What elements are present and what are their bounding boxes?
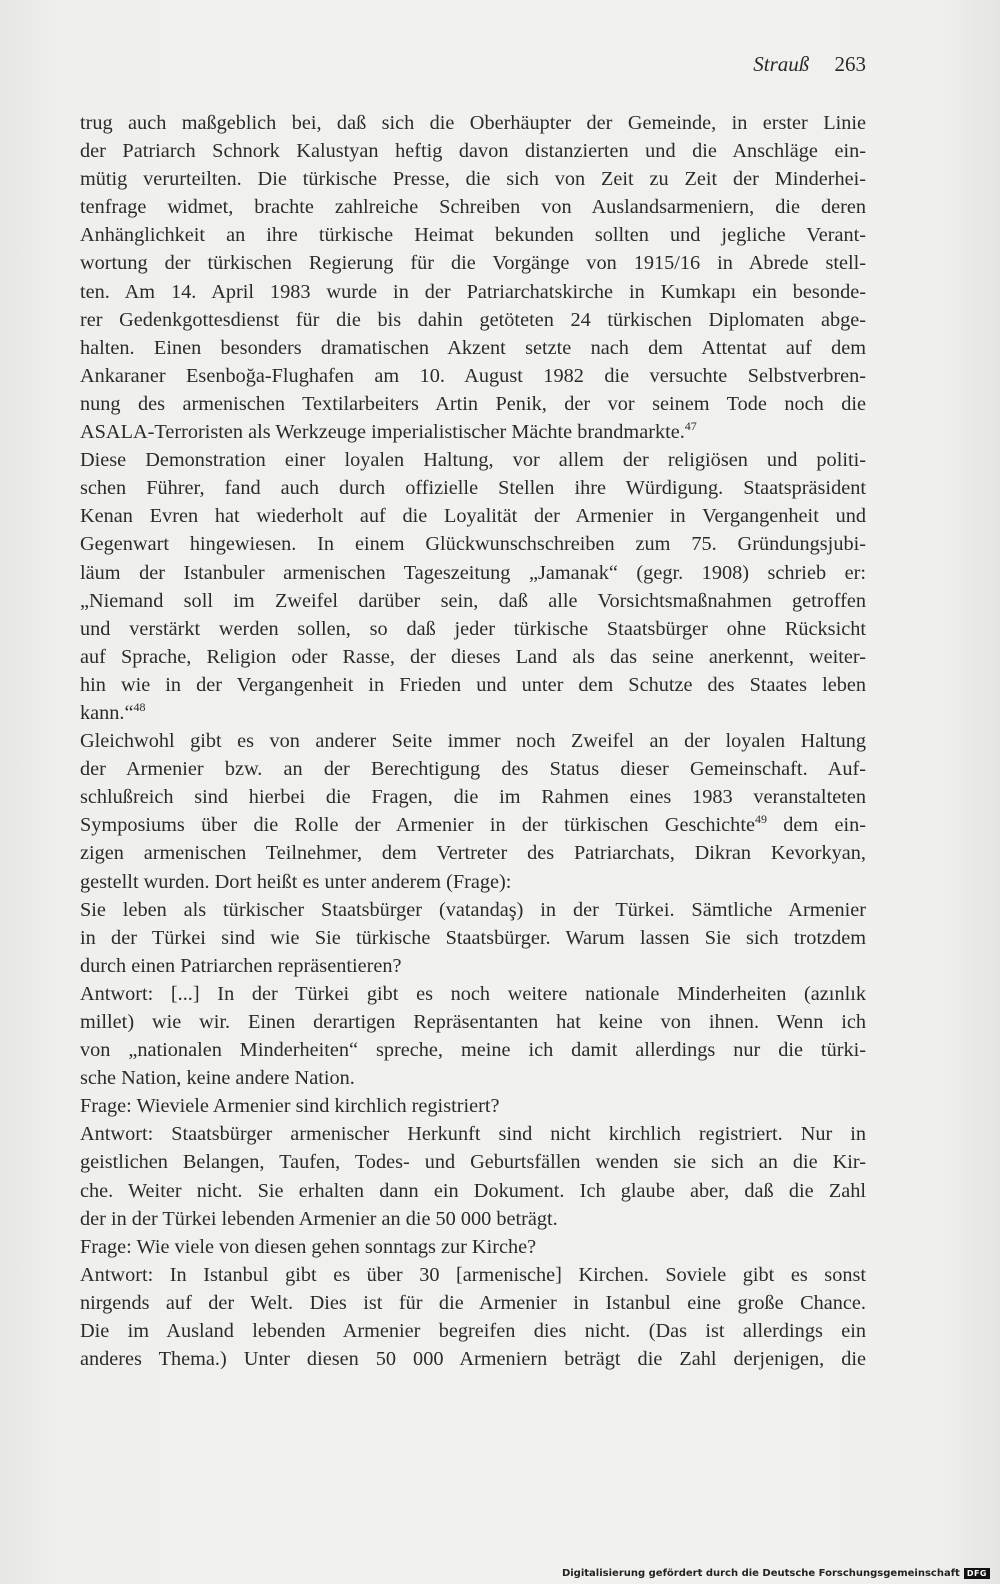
line-text: geistlichen Belangen, Taufen, Todes- und Geburtsfällen wenden sie sich an die Kir- xyxy=(80,1151,866,1174)
line-text: Die im Ausland lebenden Armenier begreifen dies nicht. (Das ist allerdings ein xyxy=(80,1320,866,1343)
text-line xyxy=(80,278,866,306)
text-line xyxy=(80,418,866,446)
line-text: nirgends auf der Welt. Dies ist für die Armenier in Istanbul eine große Chance. xyxy=(80,1291,866,1314)
line-text: der Armenier bzw. an der Berechtigung des Status dieser Gemeinschaft. Auf- xyxy=(80,758,866,781)
text-line xyxy=(80,474,866,502)
text-line xyxy=(80,530,866,558)
page-number: 263 xyxy=(834,52,866,76)
text-line xyxy=(80,783,866,811)
text-line xyxy=(80,306,866,334)
text-line xyxy=(80,980,866,1008)
line-text: tenfrage widmet, brachte zahlreiche Schreiben von Auslandsarmeniern, die deren xyxy=(80,196,866,219)
line-text: kann.“ xyxy=(80,701,134,724)
text-line xyxy=(80,587,866,615)
running-header xyxy=(753,52,866,77)
text-line xyxy=(80,727,866,755)
line-text: gestellt wurden. Dort heißt es unter anderem (Frage): xyxy=(80,870,512,893)
text-line xyxy=(80,1345,866,1373)
footer-credit: Digitalisierung gefördert durch die Deutsche Forschungsgemeinschaft xyxy=(561,1568,960,1579)
line-text: che. Weiter nicht. Sie erhalten dann ein Dokument. Ich glaube aber, daß die Zahl xyxy=(80,1179,866,1202)
text-line xyxy=(80,1177,866,1205)
line-text: Frage: Wieviele Armenier sind kirchlich registriert? xyxy=(80,1095,500,1118)
text-line xyxy=(80,221,866,249)
line-text: der Patriarch Schnork Kalustyan heftig davon distanzierten und die Anschläge ein- xyxy=(80,140,866,163)
running-head-author: Strauß xyxy=(753,52,810,76)
line-text: Antwort: In Istanbul gibt es über 30 [armenische] Kirchen. Soviele gibt es sonst xyxy=(80,1263,866,1286)
text-line xyxy=(80,165,866,193)
line-text: „Niemand soll im Zweifel darüber sein, daß alle Vorsichtsmaßnahmen getroffen xyxy=(80,589,866,612)
text-line xyxy=(80,334,866,362)
text-line xyxy=(80,755,866,783)
line-text: in der Türkei sind wie Sie türkische Staatsbürger. Warum lassen Sie sich trotzdem xyxy=(80,926,866,949)
line-text: von „nationalen Minderheiten“ spreche, meine ich damit allerdings nur die türki- xyxy=(80,1039,866,1062)
text-line xyxy=(80,839,866,867)
line-text: zigen armenischen Teilnehmer, dem Vertreter des Patriarchats, Dikran Kevorkyan, xyxy=(80,842,866,865)
text-line xyxy=(80,1148,866,1176)
digitization-footer xyxy=(562,1568,990,1579)
line-text: trug auch maßgeblich bei, daß sich die Oberhäupter der Gemeinde, in erster Linie xyxy=(80,112,866,134)
line-text: sche Nation, keine andere Nation. xyxy=(80,1067,355,1090)
text-line xyxy=(80,1205,866,1233)
line-text: Gleichwohl gibt es von anderer Seite immer noch Zweifel an der loyalen Haltung xyxy=(80,730,866,753)
text-line xyxy=(80,446,866,474)
text-line xyxy=(80,1317,866,1345)
text-line xyxy=(80,896,866,924)
line-text: und verstärkt werden sollen, so daß jeder türkische Staatsbürger ohne Rücksicht xyxy=(80,617,866,640)
text-line xyxy=(80,643,866,671)
text-line xyxy=(80,924,866,952)
text-line xyxy=(80,868,866,896)
line-text: durch einen Patriarchen repräsentieren? xyxy=(80,954,402,977)
text-line xyxy=(80,109,866,137)
text-line xyxy=(80,1036,866,1064)
line-text: anderes Thema.) Unter diesen 50 000 Armeniern beträgt die Zahl derjenigen, die xyxy=(80,1348,866,1371)
line-text: halten. Einen besonders dramatischen Akzent setzte nach dem Attentat auf dem xyxy=(80,336,866,359)
line-text: Antwort: [...] In der Türkei gibt es noch weitere nationale Minderheiten (azınlık xyxy=(80,982,866,1005)
text-line xyxy=(80,1289,866,1317)
line-text: millet) wie wir. Einen derartigen Repräsentanten hat keine von ihnen. Wenn ich xyxy=(80,1011,866,1033)
text-line xyxy=(80,249,866,277)
line-text: ten. Am 14. April 1983 wurde in der Patriarchatskirche in Kumkapı ein besonde- xyxy=(80,280,866,303)
line-text: wortung der türkischen Regierung für die Vorgänge von 1915/16 in Abrede stell- xyxy=(80,252,866,275)
footnote-marker[interactable]: 47 xyxy=(684,419,697,434)
line-text: läum der Istanbuler armenischen Tageszeitung „Jamanak“ (gegr. 1908) schrieb er: xyxy=(80,561,866,584)
text-line xyxy=(80,1064,866,1092)
text-line xyxy=(80,502,866,530)
line-text: Anhänglichkeit an ihre türkische Heimat bekunden sollten und jegliche Verant- xyxy=(80,224,866,247)
line-text: schlußreich sind hierbei die Fragen, die im Rahmen eines 1983 veranstalteten xyxy=(80,786,866,809)
text-line xyxy=(80,1008,866,1036)
line-text: ASALA-Terroristen als Werkzeuge imperialistischer Mächte brandmarkte. xyxy=(80,421,685,444)
text-line xyxy=(80,671,866,699)
text-line xyxy=(80,1092,866,1120)
footnote-marker[interactable]: 49 xyxy=(754,812,767,827)
line-text: Frage: Wie viele von diesen gehen sonntags zur Kirche? xyxy=(80,1235,537,1258)
text-line xyxy=(80,811,866,839)
text-line xyxy=(80,1261,866,1289)
body-text xyxy=(80,109,866,1373)
text-line xyxy=(80,137,866,165)
line-text: Ankaraner Esenboğa-Flughafen am 10. August 1982 die versuchte Selbstverbren- xyxy=(80,364,866,387)
line-text: Gegenwart hingewiesen. In einem Glückwunschschreiben zum 75. Gründungsjubi- xyxy=(80,533,866,556)
line-text: Symposiums über die Rolle der Armenier in der türkischen Geschichte xyxy=(80,814,755,837)
line-text: Kenan Evren hat wiederholt auf die Loyalität der Armenier in Vergangenheit und xyxy=(80,505,866,528)
line-text: Antwort: Staatsbürger armenischer Herkunft sind nicht kirchlich registriert. Nur in xyxy=(80,1123,866,1146)
dfg-logo: DFG xyxy=(964,1568,990,1579)
line-text: Diese Demonstration einer loyalen Haltung, vor allem der religiösen und politi- xyxy=(80,449,866,472)
line-text: rer Gedenkgottesdienst für die bis dahin getöteten 24 türkischen Diplomaten abge- xyxy=(80,308,866,331)
text-line xyxy=(80,1233,866,1261)
line-text: der in der Türkei lebenden Armenier an die 50 000 beträgt. xyxy=(80,1207,558,1230)
line-text: hin wie in der Vergangenheit in Frieden und unter dem Schutze des Staates leben xyxy=(80,673,866,696)
text-line xyxy=(80,615,866,643)
text-line xyxy=(80,193,866,221)
footnote-marker[interactable]: 48 xyxy=(133,699,146,714)
text-line xyxy=(80,699,866,727)
text-line xyxy=(80,559,866,587)
text-line xyxy=(80,1120,866,1148)
text-line xyxy=(80,362,866,390)
text-line xyxy=(80,390,866,418)
text-line xyxy=(80,952,866,980)
line-text: auf Sprache, Religion oder Rasse, der dieses Land als das seine anerkennt, weiter- xyxy=(80,645,866,668)
line-text: schen Führer, fand auch durch offizielle Stellen ihre Würdigung. Staatspräsident xyxy=(80,477,866,500)
line-text: nung des armenischen Textilarbeiters Artin Penik, der vor seinem Tode noch die xyxy=(80,392,866,415)
line-text: Sie leben als türkischer Staatsbürger (vatandaş) in der Türkei. Sämtliche Armenier xyxy=(80,898,866,921)
line-text-continued: dem ein- xyxy=(766,814,867,837)
line-text: mütig verurteilten. Die türkische Presse, die sich von Zeit zu Zeit der Minderhei- xyxy=(80,168,866,191)
